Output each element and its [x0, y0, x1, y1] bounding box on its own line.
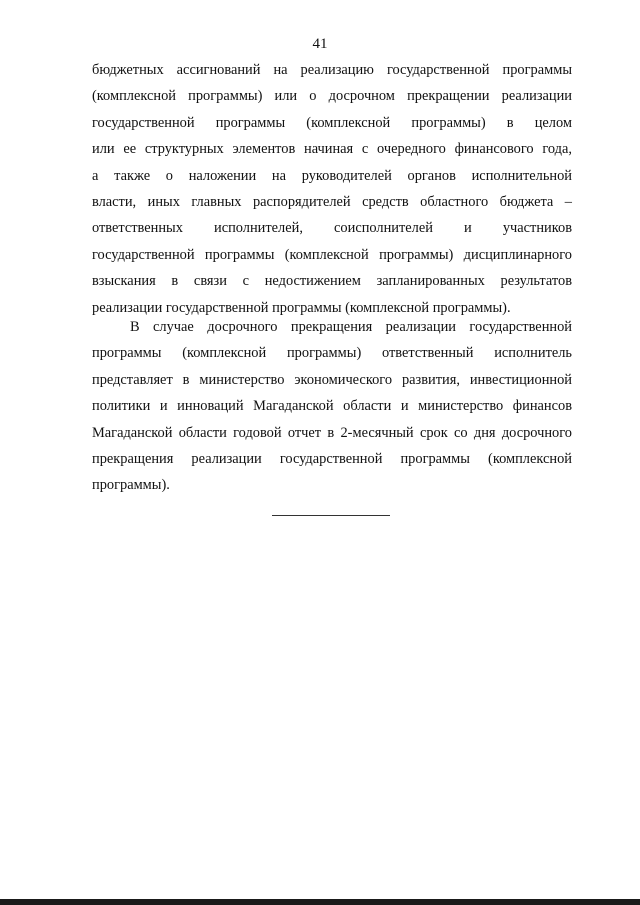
text-line: реализации государственной программы (комплексной программы). — [92, 299, 511, 316]
text-line: представляет в министерство экономического развития, инвестиционной — [92, 371, 572, 388]
text-line: (комплексной программы) или о досрочном прекращении реализации — [92, 88, 572, 105]
page-number: 41 — [312, 36, 328, 52]
text-line: или ее структурных элементов начиная с очередного финансового года, — [92, 141, 572, 158]
text-line: а также о наложении на руководителей органов исполнительной — [92, 167, 572, 184]
text-line: политики и инноваций Магаданской области и министерство финансов — [92, 398, 572, 415]
text-line: ответственных исполнителей, соисполнителей и участников — [92, 220, 572, 237]
text-line: программы (комплексной программы) ответственный исполнитель — [92, 345, 572, 362]
text-line: прекращения реализации государственной программы (комплексной — [92, 451, 572, 468]
paragraph-continuation — [92, 57, 572, 321]
text-line: государственной программы (комплексной программы) в целом — [92, 114, 572, 131]
text-line: государственной программы (комплексной программы) дисциплинарного — [92, 246, 572, 263]
text-line: В случае досрочного прекращения реализации государственной — [130, 319, 572, 335]
end-of-document-rule — [272, 515, 390, 516]
text-line: программы). — [92, 477, 170, 494]
text-line: Магаданской области годовой отчет в 2-месячный срок со дня досрочного — [92, 424, 572, 441]
paragraph-early-termination — [92, 314, 572, 499]
text-line: власти, иных главных распорядителей средств областного бюджета – — [92, 194, 572, 211]
text-line: бюджетных ассигнований на реализацию государственной программы — [92, 62, 572, 78]
scan-bottom-edge — [0, 899, 640, 905]
text-line: взыскания в связи с недостижением запланированных результатов — [92, 273, 572, 290]
